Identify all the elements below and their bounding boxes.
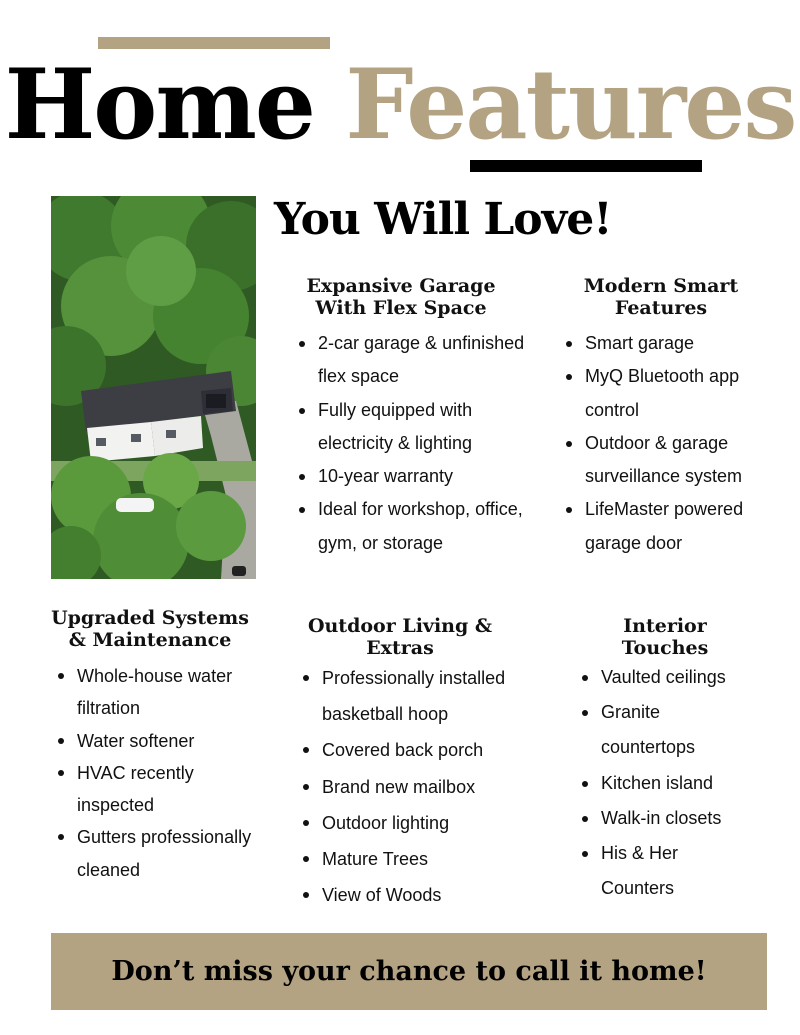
footer-banner <box>51 933 767 1010</box>
interior-features-list <box>579 660 749 906</box>
list-item: Ideal for workshop, office, gym, or storage <box>296 493 536 560</box>
list-item: Vaulted ceilings <box>579 660 749 695</box>
systems-features-list <box>55 660 265 886</box>
list-item: Fully equipped with electricity & lighting <box>296 394 536 461</box>
list-item: Professionally installed basketball hoop <box>300 660 550 732</box>
interior-section-heading <box>585 615 745 659</box>
systems-heading-line2: & Maintenance <box>68 629 232 651</box>
list-item: Brand new mailbox <box>300 769 550 805</box>
list-item: LifeMaster powered garage door <box>563 493 778 560</box>
list-item: Kitchen island <box>579 766 749 801</box>
list-item: Water softener <box>55 725 265 757</box>
systems-heading-line1: Upgraded Systems <box>51 607 249 629</box>
list-item: Covered back porch <box>300 732 550 768</box>
list-item: His & Her Counters <box>579 836 749 906</box>
list-item: MyQ Bluetooth app control <box>563 360 778 427</box>
title-word-home: Home <box>4 48 314 161</box>
garage-section-heading <box>290 275 512 319</box>
list-item: HVAC recently inspected <box>55 757 265 822</box>
list-item: Walk-in closets <box>579 801 749 836</box>
list-item: Granite countertops <box>579 695 749 765</box>
outdoor-heading-line2: Extras <box>366 637 434 659</box>
list-item: View of Woods <box>300 877 550 913</box>
systems-section-heading <box>45 607 255 651</box>
outdoor-heading-line1: Outdoor Living & <box>307 615 493 637</box>
list-item: Mature Trees <box>300 841 550 877</box>
outdoor-section-heading <box>300 615 500 659</box>
page-subtitle: You Will Love! <box>274 194 612 245</box>
interior-heading-line2: Touches <box>621 637 709 659</box>
list-item: Whole-house water filtration <box>55 660 265 725</box>
smart-features-list <box>563 327 778 560</box>
garage-heading-line2: With Flex Space <box>315 297 487 319</box>
list-item: Gutters professionally cleaned <box>55 821 265 886</box>
title-word-features: Features <box>345 48 796 161</box>
garage-heading-line1: Expansive Garage <box>306 275 496 297</box>
footer-tagline: Don’t miss your chance to call it home! <box>111 956 707 987</box>
interior-heading-line1: Interior <box>623 615 707 637</box>
garage-features-list <box>296 327 536 560</box>
list-item: Outdoor & garage surveillance system <box>563 427 778 494</box>
house-aerial-photo <box>51 196 256 579</box>
smart-heading-line1: Modern Smart <box>583 275 739 297</box>
outdoor-features-list <box>300 660 550 913</box>
house-aerial-image <box>51 196 256 579</box>
list-item: Outdoor lighting <box>300 805 550 841</box>
smart-heading-line2: Features <box>614 297 708 319</box>
list-item: 2-car garage & unfinished flex space <box>296 327 536 394</box>
page-title <box>0 40 800 170</box>
list-item: Smart garage <box>563 327 778 360</box>
smart-section-heading <box>560 275 762 319</box>
list-item: 10-year warranty <box>296 460 536 493</box>
